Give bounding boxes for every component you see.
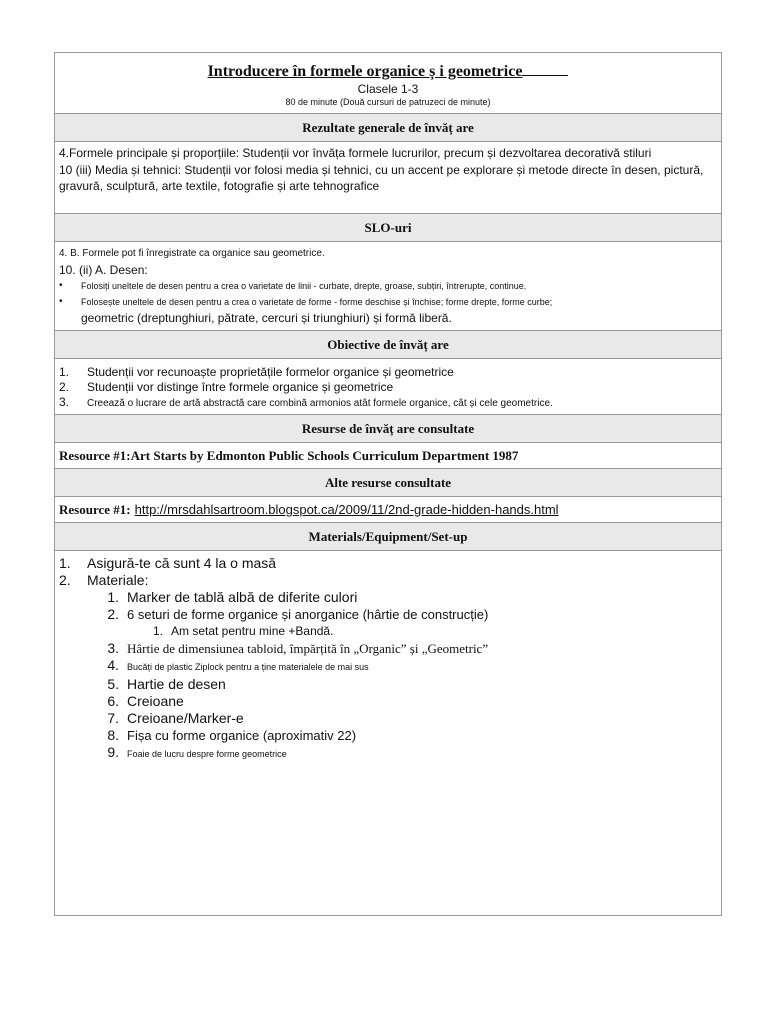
material-text: Am setat pentru mine +Bandă. bbox=[171, 624, 334, 638]
material-text: Marker de tablă albă de diferite culori bbox=[127, 589, 358, 605]
list-item bbox=[59, 606, 717, 623]
list-item bbox=[59, 572, 717, 589]
item-number: 8. bbox=[107, 727, 119, 743]
materials-heading: Materials/Equipment/Set-up bbox=[55, 523, 721, 551]
material-text: Hârtie de dimensiunea tabloid, împărțită în „Organic” și „Geometric” bbox=[127, 641, 489, 656]
objectives-body bbox=[55, 359, 721, 415]
list-item bbox=[59, 278, 717, 294]
item-number: 3. bbox=[107, 640, 119, 656]
grade-level: Clasele 1-3 bbox=[357, 82, 419, 96]
item-number: 2. bbox=[59, 572, 71, 588]
list-item bbox=[59, 727, 717, 744]
material-text: Creioane bbox=[127, 693, 184, 709]
slo-line: 10. (ii) A. Desen: bbox=[59, 263, 148, 277]
general-outcomes-body bbox=[55, 142, 721, 214]
list-item bbox=[59, 555, 717, 572]
general-outcomes-heading: Rezultate generale de învăț are bbox=[55, 114, 721, 142]
item-number: 2. bbox=[107, 606, 119, 622]
item-number: 1. bbox=[59, 555, 71, 571]
objective-text: Creează o lucrare de artă abstractă care combină armonios atât formele organice, cât și cele geometrice. bbox=[87, 398, 553, 409]
item-number: 1. bbox=[59, 365, 70, 379]
consulted-resource: Resource #1:Art Starts by Edmonton Public Schools Curriculum Department 1987 bbox=[55, 443, 721, 469]
list-item bbox=[59, 294, 717, 310]
title-underline bbox=[522, 61, 568, 76]
slo-bullet-text: Folosiți uneltele de desen pentru a crea o varietate de linii - curbate, drepte, groase, subțiri, întrerupte, continue. bbox=[81, 281, 527, 291]
materials-body bbox=[55, 551, 721, 763]
resource-label: Resource #1: bbox=[59, 501, 131, 517]
list-item bbox=[59, 623, 717, 640]
item-number: 5. bbox=[107, 676, 119, 692]
material-text: Bucăți de plastic Ziplock pentru a ține materialele de mai sus bbox=[127, 662, 369, 672]
material-text: Foaie de lucru despre forme geometrice bbox=[127, 749, 287, 759]
material-text: Hartie de desen bbox=[127, 676, 226, 692]
item-number: 2. bbox=[59, 380, 70, 394]
slo-body bbox=[55, 242, 721, 331]
material-text: Asigură-te că sunt 4 la o masă bbox=[87, 555, 277, 571]
item-number: 1. bbox=[107, 589, 119, 605]
title-block bbox=[55, 53, 721, 114]
lesson-duration: 80 de minute (Două cursuri de patruzeci de minute) bbox=[285, 97, 491, 107]
general-outcome-line: 10 (iii) Media și tehnici: Studenții vor folosi media și tehnici, cu un accent pe explorare și metode directe în desen, pictură, gravură, sculptură, arte textile, fotografie și arte tehnografice bbox=[59, 163, 704, 193]
material-text: 6 seturi de forme organice și anorganice (hârtie de construcție) bbox=[127, 607, 489, 622]
general-outcome-line: 4.Formele principale și proporțiile: Studenții vor învăța formele lucrurilor, precum și dezvoltarea decorativă stiluri bbox=[59, 146, 652, 160]
objective-text: Studenții vor recunoaște proprietățile formelor organice și geometrice bbox=[87, 365, 454, 379]
list-item bbox=[59, 693, 717, 710]
list-item bbox=[59, 657, 717, 676]
item-number: 9. bbox=[107, 744, 119, 760]
list-item bbox=[59, 395, 717, 411]
list-item bbox=[59, 365, 717, 380]
resource-link[interactable]: http://mrsdahlsartroom.blogspot.ca/2009/11/2nd-grade-hidden-hands.html bbox=[134, 502, 559, 517]
list-item bbox=[59, 640, 717, 657]
bullet: • bbox=[59, 280, 63, 291]
material-text: Materiale: bbox=[87, 572, 149, 588]
page-title: Introducere în formele organice ș i geometrice bbox=[207, 63, 523, 80]
lesson-plan-document bbox=[54, 52, 722, 916]
list-item bbox=[59, 380, 717, 395]
list-item bbox=[59, 676, 717, 693]
slo-bullet-text: Folosește uneltele de desen pentru a crea o varietate de forme - forme deschise și închise; forme drepte, forme curbe; bbox=[81, 297, 553, 307]
material-text: Creioane/Marker-e bbox=[127, 710, 244, 726]
item-number: 6. bbox=[107, 693, 119, 709]
other-resources-heading: Alte resurse consultate bbox=[55, 469, 721, 497]
slo-line: 4. B. Formele pot fi înregistrate ca organice sau geometrice. bbox=[59, 248, 325, 259]
item-number: 3. bbox=[59, 395, 70, 409]
item-number: 7. bbox=[107, 710, 119, 726]
list-item bbox=[59, 710, 717, 727]
objectives-heading: Obiective de învăț are bbox=[55, 331, 721, 359]
item-number: 4. bbox=[107, 657, 119, 673]
list-item bbox=[59, 589, 717, 606]
item-number: 1. bbox=[152, 624, 163, 638]
bullet: • bbox=[59, 296, 63, 307]
slo-bullet-continuation: geometric (dreptunghiuri, pătrate, cercuri și triunghiuri) și formă liberă. bbox=[81, 311, 452, 325]
material-text: Fișa cu forme organice (aproximativ 22) bbox=[127, 728, 357, 743]
slo-heading: SLO-uri bbox=[55, 214, 721, 242]
other-resource bbox=[55, 497, 721, 523]
list-item bbox=[59, 744, 717, 763]
objective-text: Studenții vor distinge între formele organice și geometrice bbox=[87, 380, 394, 394]
consulted-resources-heading: Resurse de învăț are consultate bbox=[55, 415, 721, 443]
